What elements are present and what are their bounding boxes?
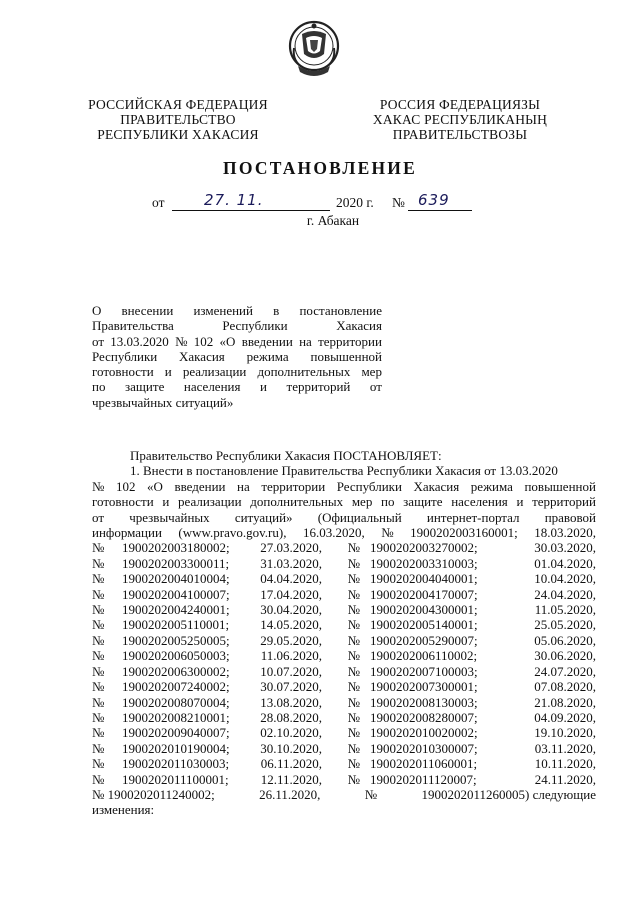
- publication-reference-row: № 1900202005110001; 14.05.2020, № 1900202005140001; 25.05.2020,: [92, 617, 596, 633]
- header-left-line-1: РОССИЙСКАЯ ФЕДЕРАЦИЯ: [88, 97, 268, 112]
- subject-line: готовности и реализации дополнительных мер: [92, 364, 382, 380]
- subject-line: чрезвычайных ситуаций»: [92, 394, 234, 410]
- date-from-label: от: [152, 195, 165, 210]
- handwritten-number: 639: [418, 191, 450, 209]
- decree-subject: [92, 303, 382, 410]
- publication-reference-row: № 1900202011030003; 06.11.2020, № 1900202011060001; 10.11.2020,: [92, 756, 596, 772]
- header-right-line-1: РОССИЯ ФЕДЕРАЦИЯЗЫ: [379, 97, 541, 112]
- publication-reference-row: № 1900202008210001; 28.08.2020, № 1900202008280007; 04.09.2020,: [92, 709, 596, 725]
- header-left-line-3: РЕСПУБЛИКИ ХАКАСИЯ: [97, 127, 259, 142]
- document-title: ПОСТАНОВЛЕНИЕ: [223, 158, 417, 178]
- header-left-line-2: ПРАВИТЕЛЬСТВО: [120, 112, 236, 127]
- publication-reference-row: № 1900202004100007; 17.04.2020, № 1900202004170007; 24.04.2020,: [92, 586, 596, 602]
- subject-line: от 13.03.2020 № 102 «О введении на территории: [92, 333, 382, 349]
- publication-reference-row: № 1900202008070004; 13.08.2020, № 1900202008130003; 21.08.2020,: [92, 694, 596, 710]
- header-right-line-3: ПРАВИТЕЛЬСТВОЗЫ: [392, 127, 528, 142]
- year-label: 2020 г.: [336, 195, 374, 210]
- subject-line: по защите населения и территорий от: [92, 379, 382, 395]
- publication-reference-row: № 1900202004010004; 04.04.2020, № 1900202004040001; 10.04.2020,: [92, 571, 596, 587]
- body-line: информации (www.pravo.gov.ru), 16.03.2020, № 1900202003160001; 18.03.2020,: [92, 525, 596, 541]
- publication-reference-row: № 1900202006050003; 11.06.2020, № 1900202006110002; 30.06.2020,: [92, 648, 596, 664]
- body-preamble: Правительство Республики Хакасия ПОСТАНОВЛЯЕТ:: [130, 448, 442, 463]
- publication-reference-row: № 1900202006300002; 10.07.2020, № 1900202007100003; 24.07.2020,: [92, 663, 596, 679]
- publication-reference-tail-line: № 1900202011240002; 26.11.2020, № 1900202011260005) следующие: [92, 786, 596, 802]
- publication-reference-row: № 1900202009040007; 02.10.2020, № 1900202010020002; 19.10.2020,: [92, 725, 596, 741]
- publication-reference-row: № 1900202003180002; 27.03.2020, № 1900202003270002; 30.03.2020,: [92, 540, 596, 556]
- publication-reference-row: № 1900202005250005; 29.05.2020, № 1900202005290007; 05.06.2020,: [92, 632, 596, 648]
- body-line: 1. Внести в постановление Правительства Республики Хакасия от 13.03.2020: [130, 463, 558, 479]
- city-label: г. Абакан: [306, 213, 360, 228]
- decree-body: [92, 448, 596, 818]
- body-line: готовности и реализации дополнительных мер по защите населения и территорий: [92, 494, 596, 510]
- publication-reference-row: № 1900202010190004; 30.10.2020, № 1900202010300007; 03.11.2020,: [92, 740, 596, 756]
- header-left-block: [72, 97, 284, 142]
- header-right-line-2: ХАКАС РЕСПУБЛИКАНЫҢ: [372, 112, 548, 127]
- number-sign-label: №: [392, 195, 405, 210]
- publication-reference-row: № 1900202011100001; 12.11.2020, № 1900202011120007; 24.11.2020,: [92, 771, 596, 787]
- coat-of-arms-emblem: [284, 18, 344, 80]
- body-line: от чрезвычайных ситуаций» (Официальный интернет-портал правовой: [92, 509, 596, 525]
- subject-line: Республики Хакасия режима повышенной: [92, 348, 382, 364]
- body-last-line: изменения:: [92, 802, 155, 818]
- publication-reference-row: № 1900202007240002; 30.07.2020, № 1900202007300001; 07.08.2020,: [92, 679, 596, 695]
- body-line: № 102 «О введении на территории Республики Хакасия режима повышенной: [92, 478, 596, 494]
- handwritten-date: 27. 11.: [204, 191, 264, 209]
- header-right-block: [342, 97, 578, 142]
- publication-reference-row: № 1900202004240001; 30.04.2020, № 1900202004300001; 11.05.2020,: [92, 602, 596, 618]
- subject-line: Правительства Республики Хакасия: [92, 318, 382, 334]
- publication-reference-row: № 1900202003300011; 31.03.2020, № 1900202003310003; 01.04.2020,: [92, 555, 596, 571]
- subject-line: О внесении изменений в постановление: [92, 303, 382, 318]
